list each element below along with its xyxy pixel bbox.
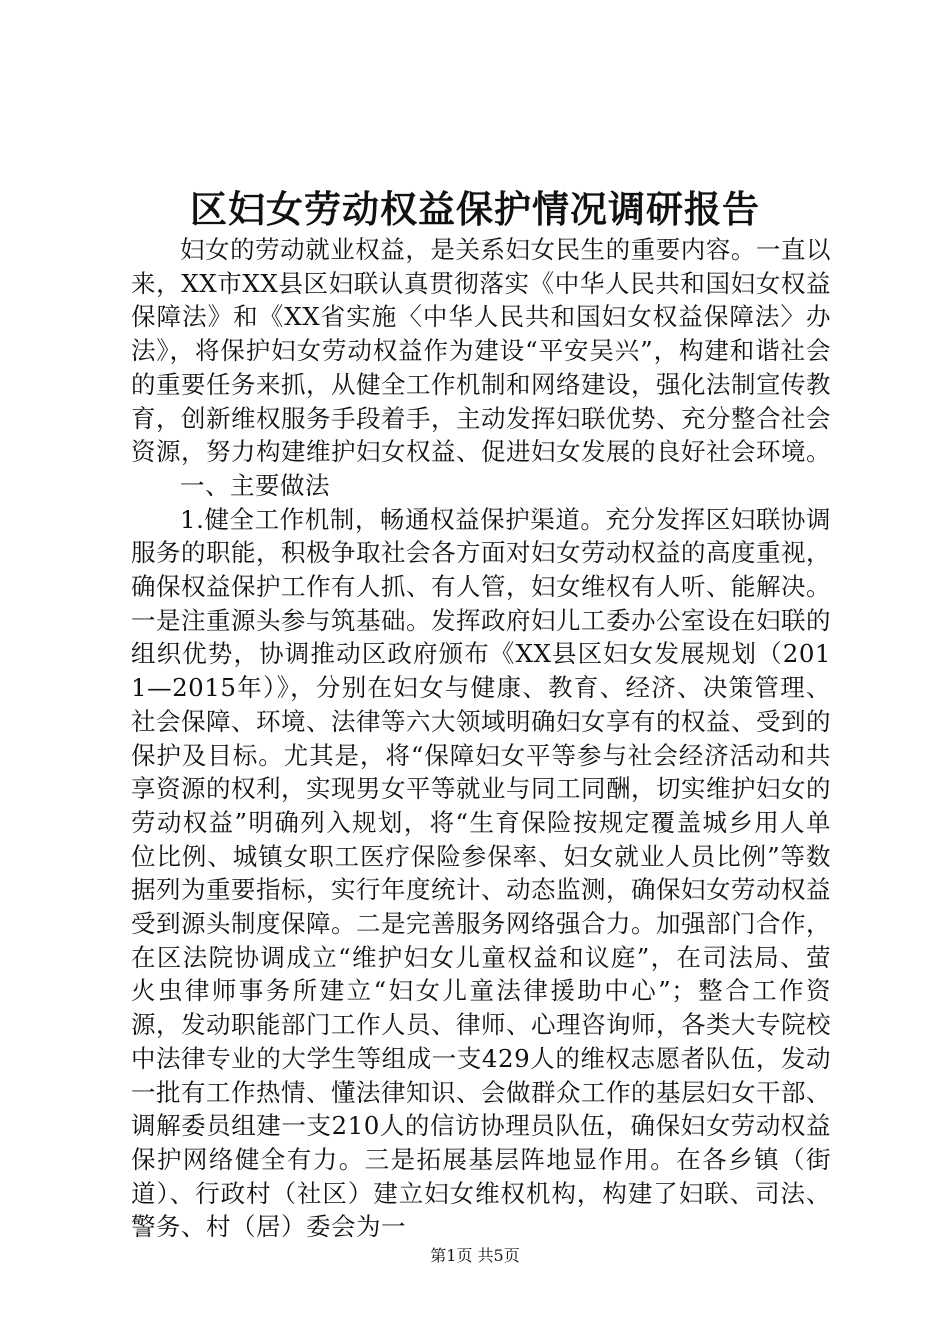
intro-paragraph: 妇女的劳动就业权益，是关系妇女民生的重要内容。一直以来，XX市XX县区妇联认真贯彻落实《中华人民共和国妇女权益保障法》和《XX省实施〈中华人民共和国妇女权益保障法〉办法》，将保护妇女劳动权益作为建设“平安吴兴”，构建和谐社会的重要任务来抓，从健全工作机制和网络建设，强化法制宣传教育，创新维权服务手段着手，主动发挥妇联优势、充分整合社会资源，努力构建维护妇女权益、促进妇女发展的良好社会环境。	[131, 235, 831, 467]
page-number-footer: 第1页 共5页	[430, 1246, 520, 1265]
document-title: 区妇女劳动权益保护情况调研报告	[190, 187, 760, 231]
section-heading: 一、主要做法	[180, 470, 330, 500]
body-paragraph: 1.健全工作机制，畅通权益保护渠道。充分发挥区妇联协调服务的职能，积极争取社会各方面对妇女劳动权益的高度重视，确保权益保护工作有人抓、有人管，妇女维权有人听、能解决。一是注重源头参与筑基础。发挥政府妇儿工委办公室设在妇联的组织优势，协调推动区政府颁布《XX县区妇女发展规划（2011—2015年）》，分别在妇女与健康、教育、经济、决策管理、社会保障、环境、法律等六大领域明确妇女享有的权益、受到的保护及目标。尤其是，将“保障妇女平等参与社会经济活动和共享资源的权利，实现男女平等就业与同工同酬，切实维护妇女的劳动权益”明确列入规划，将“生育保险按规定覆盖城乡用人单位比例、城镇女职工医疗保险参保率、妇女就业人员比例”等数据列为重要指标，实行年度统计、动态监测，确保妇女劳动权益受到源头制度保障。二是完善服务网络强合力。加强部门合作，在区法院协调成立“维护妇女儿童权益和议庭”，在司法局、萤火虫律师事务所建立“妇女儿童法律援助中心”；整合工作资源，发动职能部门工作人员、律师、心理咨询师，各类大专院校中法律专业的大学生等组成一支429人的维权志愿者队伍，发动一批有工作热情、懂法律知识、会做群众工作的基层妇女干部、调解委员组建一支210人的信访协理员队伍，确保妇女劳动权益保护网络健全有力。三是拓展基层阵地显作用。在各乡镇（街道）、行政村（社区）建立妇女维权机构，构建了妇联、司法、警务、村（居）委会为一	[131, 504, 831, 1242]
document-body	[131, 233, 831, 1244]
